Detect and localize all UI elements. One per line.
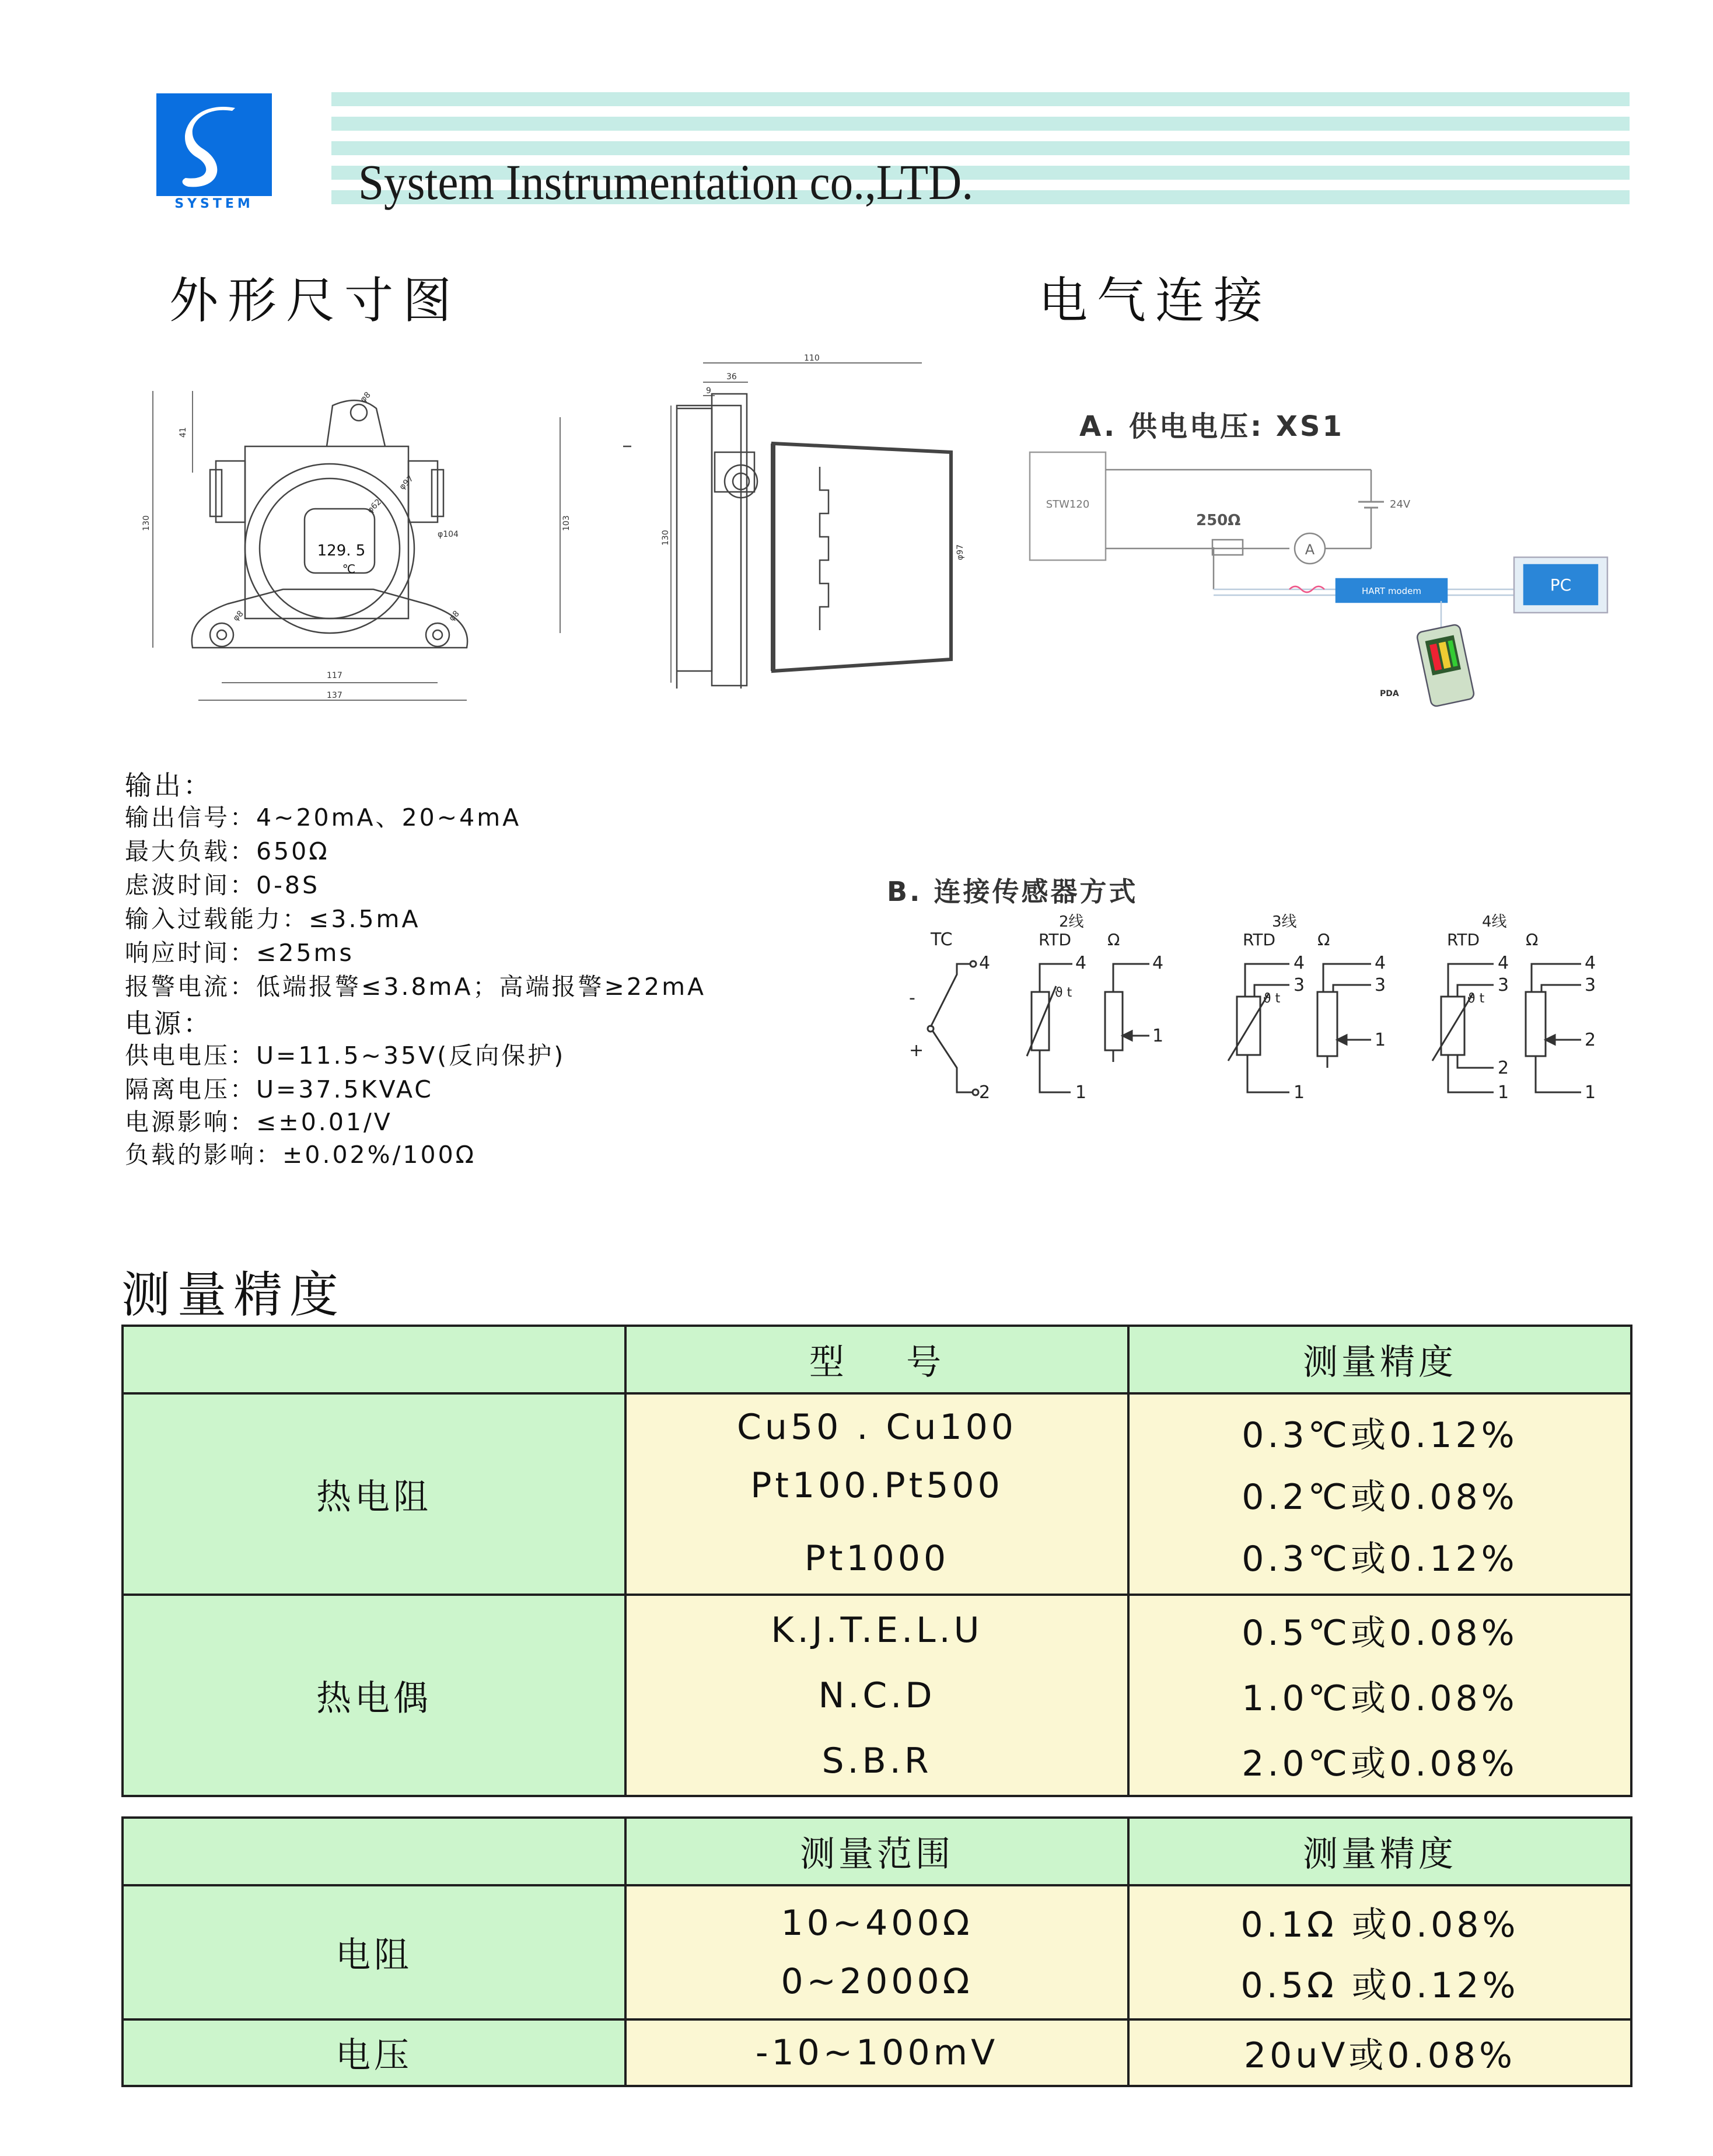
category-cell: 电阻 xyxy=(123,1885,625,2019)
terminal-label: 4 xyxy=(1152,953,1164,973)
display-value: 129. 5 xyxy=(317,542,366,560)
terminal-label: 1 xyxy=(1498,1082,1509,1103)
company-name: System Instrumentation co.,LTD. xyxy=(358,154,974,210)
accuracy-cell xyxy=(1128,1885,1631,2019)
terminal-label: 3 xyxy=(1585,975,1596,995)
terminal-label: 2 xyxy=(1498,1058,1509,1078)
spec-line: 电源影响：≤±0.01/V xyxy=(125,1108,393,1136)
accuracy-value: 0.5Ω 或0.12% xyxy=(1240,1965,1519,2006)
dim-label: φ97 xyxy=(956,544,965,560)
dim-label: φ62 xyxy=(365,497,383,515)
spec-line: 虑波时间：0-8S xyxy=(125,871,320,899)
meter-label: A xyxy=(1305,541,1315,558)
front-view-drawing xyxy=(140,373,595,712)
model-value: Cu50 . Cu100 xyxy=(737,1406,1017,1448)
dim-label: 130 xyxy=(142,515,151,531)
pc-label: PC xyxy=(1550,575,1572,595)
accuracy-value: 2.0℃或0.08% xyxy=(1242,1743,1518,1784)
range-value: 0~2000Ω xyxy=(781,1961,973,2002)
dimensions-title: 外形尺寸图 xyxy=(169,272,462,329)
accuracy-title: 测量精度 xyxy=(121,1266,346,1323)
mode-label: 3线 xyxy=(1272,913,1297,931)
model-value: S.B.R xyxy=(821,1740,932,1781)
terminal-label: 2 xyxy=(979,1082,991,1103)
dim-label: 36 xyxy=(726,372,737,382)
three-wire-wiring xyxy=(1228,913,1386,1103)
rtd-label: RTD xyxy=(1243,930,1276,949)
wiring-b-title: B. 连接传感器方式 xyxy=(887,876,1138,907)
resistor-label: 250Ω xyxy=(1196,512,1241,529)
category-cell: 电压 xyxy=(123,2019,625,2086)
dim-label: 9 xyxy=(706,386,711,396)
table-header-cell: 型 号 xyxy=(625,1326,1128,1393)
terminal-label: 4 xyxy=(979,953,991,973)
dim-label: φ104 xyxy=(438,530,459,539)
accuracy-value: 20uV或0.08% xyxy=(1128,2019,1631,2086)
spec-line: 输出信号：4~20mA、20~4mA xyxy=(125,803,522,831)
model-value: N.C.D xyxy=(818,1675,936,1716)
wiring-title: 电气连接 xyxy=(1039,272,1272,329)
table-header-cell: 测量精度 xyxy=(1128,1818,1631,1885)
accuracy-cell xyxy=(1128,1595,1631,1796)
spec-line: 负载的影响：±0.02%/100Ω xyxy=(125,1141,477,1169)
model-value: Pt1000 xyxy=(804,1537,950,1579)
header-stripe xyxy=(331,117,1630,131)
terminal-label: 2 xyxy=(1585,1030,1596,1050)
display-unit: ℃ xyxy=(342,562,356,576)
dim-label: 110 xyxy=(804,354,820,363)
accuracy-table-1 xyxy=(121,1325,1632,1797)
modem-label: HART modem xyxy=(1362,586,1421,596)
category-cell: 热电偶 xyxy=(123,1595,625,1796)
model-cell xyxy=(625,1393,1128,1595)
wiring-a-diagram xyxy=(1021,449,1634,729)
spec-line: 输入过载能力：≤3.5mA xyxy=(125,905,421,933)
tc-label: TC xyxy=(931,930,953,950)
tc-wiring xyxy=(909,930,990,1103)
rtd-label: RTD xyxy=(1039,930,1072,949)
accuracy-value: 0.3℃或0.12% xyxy=(1242,1538,1518,1580)
model-value: Pt100.Pt500 xyxy=(750,1465,1004,1506)
dim-label: 103 xyxy=(562,515,571,531)
table-header-cell xyxy=(123,1818,625,1885)
mode-label: 4线 xyxy=(1482,913,1507,931)
terminal-label: 4 xyxy=(1498,953,1509,973)
range-value: 10~400Ω xyxy=(781,1903,973,1944)
dim-label: 130 xyxy=(661,530,670,546)
terminal-label: 1 xyxy=(1294,1082,1305,1103)
dim-label: 117 xyxy=(327,671,342,680)
rtd-label: RTD xyxy=(1447,930,1480,949)
table-header-cell: 测量精度 xyxy=(1128,1326,1631,1393)
spec-line: 隔离电压：U=37.5KVAC xyxy=(125,1075,434,1103)
accuracy-value: 0.2℃或0.08% xyxy=(1242,1476,1518,1518)
spec-line: 响应时间：≤25ms xyxy=(125,939,354,967)
terminal-label: 4 xyxy=(1585,953,1596,973)
header-stripe xyxy=(331,92,1630,106)
accuracy-value: 1.0℃或0.08% xyxy=(1242,1678,1518,1719)
dim-label: φ8 xyxy=(447,609,462,623)
dim-label: φ8 xyxy=(231,609,246,623)
range-value: -10~100mV xyxy=(625,2019,1128,2086)
terminal-label: 4 xyxy=(1375,953,1386,973)
wiring-b-diagram xyxy=(887,910,1616,1109)
pda-label: PDA xyxy=(1380,689,1399,698)
terminal-label: 1 xyxy=(1585,1082,1596,1103)
spec-line: 最大负载：650Ω xyxy=(125,837,330,865)
table-header-cell xyxy=(123,1326,625,1393)
table-header-cell: 测量范围 xyxy=(625,1818,1128,1885)
accuracy-cell xyxy=(1128,1393,1631,1595)
spec-heading: 输出： xyxy=(125,770,212,801)
logo-text: SYSTEM xyxy=(174,197,254,210)
terminal-label: 1 xyxy=(1075,1082,1087,1103)
ohm-label: Ω xyxy=(1317,930,1330,949)
terminal-label: 4 xyxy=(1294,953,1305,973)
spec-line: 供电电压：U=11.5~35V(反向保护) xyxy=(125,1042,566,1070)
terminal-label: 1 xyxy=(1375,1030,1386,1050)
accuracy-value: 0.3℃或0.12% xyxy=(1242,1414,1518,1456)
accuracy-value: 0.5℃或0.08% xyxy=(1242,1612,1518,1654)
theta-label: ϑ t xyxy=(1263,991,1281,1006)
mode-label: 2线 xyxy=(1059,913,1084,931)
accuracy-table-2 xyxy=(121,1816,1632,2087)
terminal-label: 3 xyxy=(1375,975,1386,995)
terminal-label: 1 xyxy=(1152,1026,1164,1046)
range-cell xyxy=(625,1885,1128,2019)
ohm-label: Ω xyxy=(1526,930,1539,949)
terminal-label: 3 xyxy=(1294,975,1305,995)
spec-heading: 电源： xyxy=(125,1008,212,1039)
theta-label: ϑ t xyxy=(1467,991,1485,1006)
supply-label: 24V xyxy=(1390,498,1411,511)
polarity-label: - xyxy=(909,988,915,1008)
company-logo xyxy=(156,93,272,210)
four-wire-wiring xyxy=(1432,913,1596,1103)
theta-label: ϑ t xyxy=(1055,986,1072,1000)
dim-label: 41 xyxy=(179,427,188,438)
category-cell: 热电阻 xyxy=(123,1393,625,1595)
two-wire-wiring xyxy=(1027,913,1163,1103)
ohm-label: Ω xyxy=(1107,930,1120,949)
model-value: K.J.T.E.L.U xyxy=(771,1609,983,1651)
polarity-label: + xyxy=(909,1040,924,1061)
terminal-label: 4 xyxy=(1075,953,1087,973)
spec-line: 报警电流：低端报警≤3.8mA；高端报警≥22mA xyxy=(125,973,707,1001)
wiring-a-title: A. 供电电压: XS1 xyxy=(1079,410,1344,443)
model-cell xyxy=(625,1595,1128,1796)
terminal-label: 3 xyxy=(1498,975,1509,995)
accuracy-value: 0.1Ω 或0.08% xyxy=(1240,1905,1519,1945)
dim-label: φ97 xyxy=(397,474,415,492)
dim-label: φ8 xyxy=(358,390,373,404)
dim-label: 137 xyxy=(327,691,342,700)
device-label: STW120 xyxy=(1046,498,1090,511)
side-view-drawing xyxy=(618,350,969,689)
